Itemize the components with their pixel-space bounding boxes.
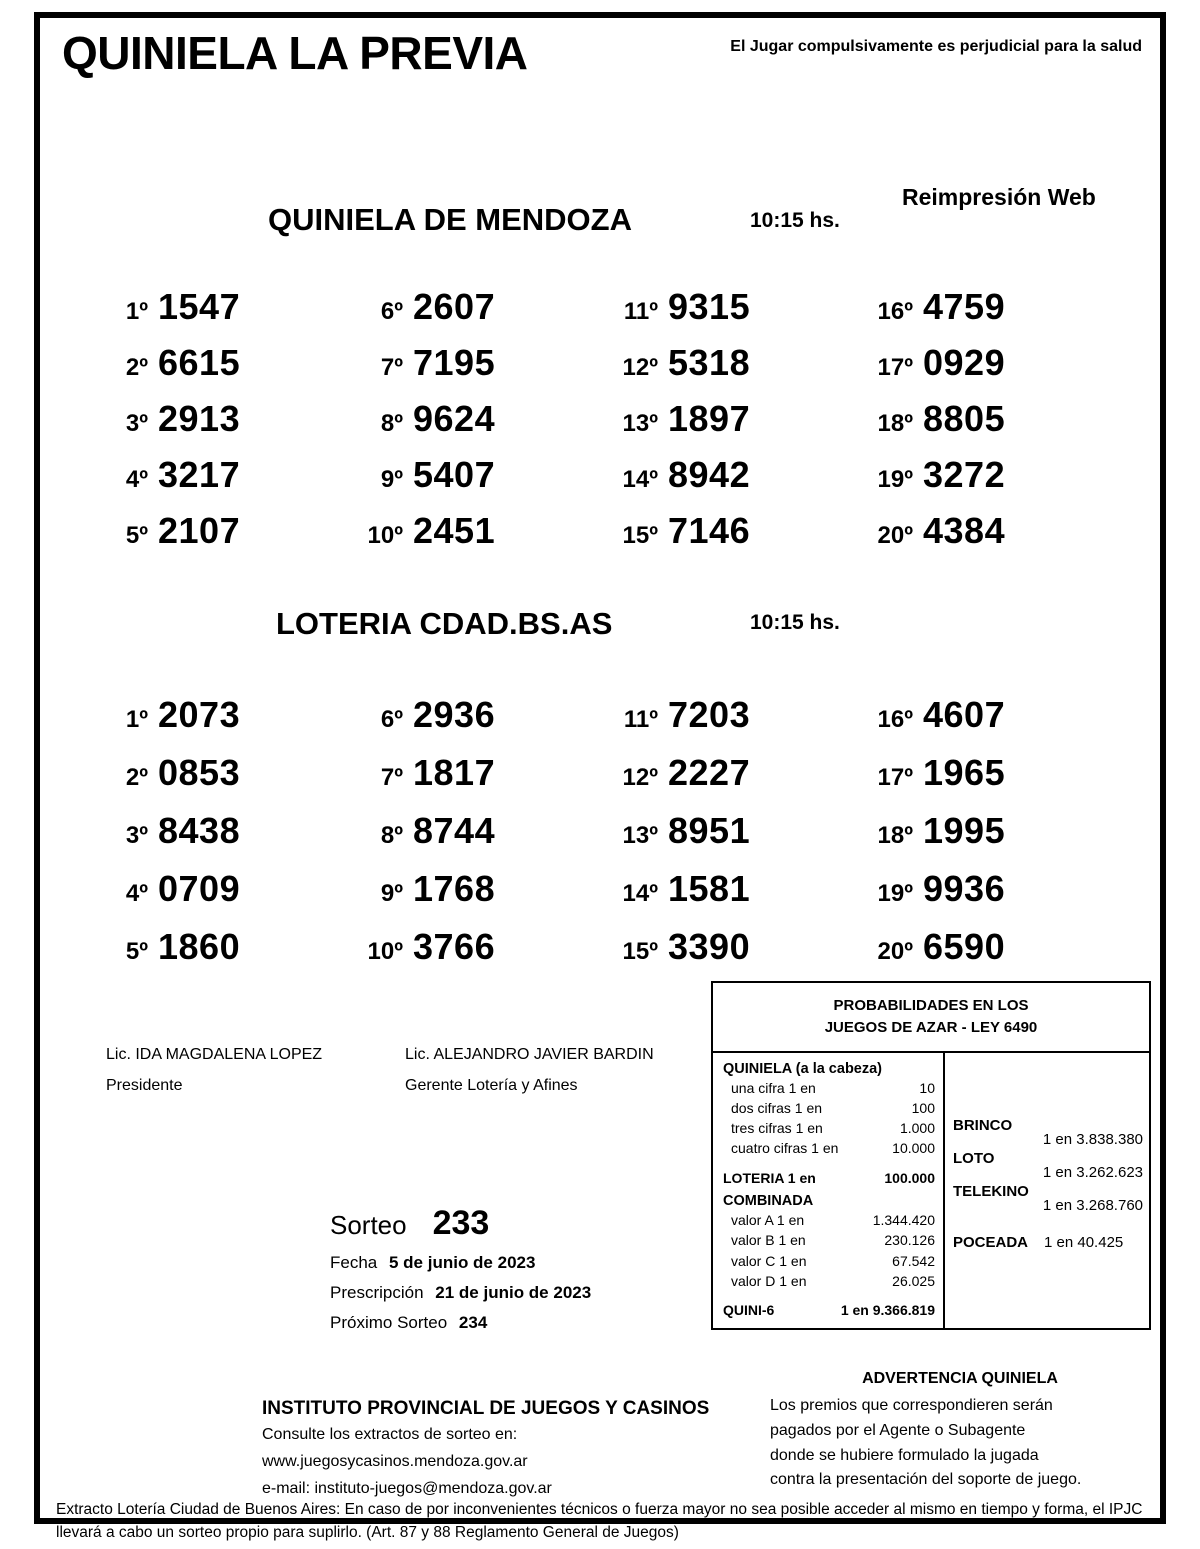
result-cell — [102, 868, 357, 926]
result-number: 5407 — [413, 454, 496, 495]
result-number: 0709 — [158, 868, 241, 909]
result-cell — [867, 752, 1122, 810]
signature-president-name: Lic. IDA MAGDALENA LOPEZ — [106, 1046, 323, 1063]
signature-president-role: Presidente — [106, 1077, 183, 1094]
signature-manager-name: Lic. ALEJANDRO JAVIER BARDIN — [405, 1046, 654, 1063]
probability-label: valor B 1 en — [731, 1232, 806, 1249]
draw-title-cdadbsas: LOTERIA CDAD.BS.AS — [276, 606, 613, 641]
result-position: 15º — [622, 522, 658, 549]
probabilities-title-line1: PROBABILIDADES EN LOS — [833, 997, 1029, 1014]
result-cell — [612, 342, 867, 398]
result-number: 4384 — [923, 510, 1006, 551]
result-number: 8744 — [413, 810, 496, 851]
signature-president — [106, 1046, 322, 1095]
result-cell — [357, 752, 612, 810]
probability-row — [723, 1098, 935, 1118]
result-position: 5º — [125, 938, 148, 965]
result-cell — [867, 454, 1122, 510]
result-position: 3º — [125, 822, 148, 849]
result-cell — [357, 868, 612, 926]
combinada-header: COMBINADA — [723, 1192, 814, 1209]
result-number: 7195 — [413, 342, 496, 383]
result-position: 10º — [367, 938, 403, 965]
result-number: 9315 — [668, 286, 751, 327]
loteria-value: 100.000 — [884, 1169, 935, 1186]
result-number: 3390 — [668, 926, 751, 967]
result-number: 2073 — [158, 694, 241, 735]
result-cell — [102, 810, 357, 868]
result-position: 7º — [380, 764, 403, 791]
result-position: 13º — [622, 822, 658, 849]
probability-row — [723, 1138, 935, 1158]
result-position: 4º — [125, 466, 148, 493]
result-number: 3766 — [413, 926, 496, 967]
results-grid-cdadbsas — [40, 694, 1160, 984]
poceada-value: 1 en 40.425 — [1044, 1233, 1124, 1251]
result-position: 11º — [623, 706, 658, 733]
probability-value: 10 — [919, 1079, 935, 1096]
result-number: 1581 — [668, 868, 751, 909]
proximo-sorteo-row — [330, 1313, 591, 1333]
probability-label: tres cifras 1 en — [731, 1120, 823, 1137]
instituto-email[interactable]: e-mail: instituto-juegos@mendoza.gov.ar — [262, 1480, 552, 1497]
game-odds: 1 en 3.268.760 — [1042, 1196, 1143, 1214]
result-position: 1º — [125, 706, 148, 733]
result-number: 7203 — [668, 694, 751, 735]
spacer-2 — [723, 1291, 935, 1300]
prescripcion-row — [330, 1283, 591, 1303]
result-cell — [102, 286, 357, 342]
probabilities-right-column — [945, 1053, 1149, 1329]
result-cell — [612, 510, 867, 566]
extract-note: Extracto Lotería Ciudad de Buenos Aires: En caso de por inconvenientes técnicos o fuerza mayor no sea posible acceder al mismo en tiempo y forma, el IPJC llevará a cabo un sorteo propio para suplirlo. (Art. 87 y 88 Reglamento General de Juegos) — [56, 1501, 1143, 1542]
result-cell — [357, 454, 612, 510]
result-position: 16º — [877, 706, 913, 733]
result-cell — [357, 286, 612, 342]
instituto-title: INSTITUTO PROVINCIAL DE JUEGOS Y CASINOS — [262, 1398, 710, 1419]
result-position: 17º — [877, 764, 913, 791]
game-odds: 1 en 3.262.623 — [1042, 1163, 1143, 1181]
result-cell — [357, 510, 612, 566]
result-number: 1860 — [158, 926, 241, 967]
result-cell — [612, 926, 867, 984]
result-number: 8805 — [923, 398, 1006, 439]
gambling-warning: El Jugar compulsivamente es perjudicial para la salud — [730, 38, 1142, 55]
result-number: 8438 — [158, 810, 241, 851]
sorteo-label: Sorteo — [330, 1210, 407, 1240]
loteria-label: LOTERIA 1 en — [723, 1169, 816, 1186]
result-number: 6615 — [158, 342, 241, 383]
probabilities-title — [713, 983, 1149, 1053]
probabilities-table — [711, 981, 1151, 1330]
result-number: 3272 — [923, 454, 1006, 495]
probability-row — [723, 1251, 935, 1271]
probability-row — [723, 1118, 935, 1138]
result-position: 5º — [125, 522, 148, 549]
result-position: 17º — [877, 354, 913, 381]
sorteo-number: 233 — [432, 1204, 490, 1242]
fecha-label: Fecha — [330, 1253, 378, 1272]
result-position: 7º — [380, 354, 403, 381]
probabilities-body — [713, 1053, 1149, 1329]
result-number: 2227 — [668, 752, 751, 793]
probability-label: dos cifras 1 en — [731, 1099, 823, 1116]
result-number: 2913 — [158, 398, 241, 439]
result-position: 9º — [380, 466, 403, 493]
result-cell — [612, 694, 867, 752]
results-grid-mendoza — [40, 286, 1160, 566]
result-position: 13º — [622, 410, 658, 437]
result-position: 3º — [125, 410, 148, 437]
result-cell — [612, 454, 867, 510]
result-position: 8º — [380, 410, 403, 437]
result-number: 1995 — [923, 810, 1006, 851]
result-number: 1817 — [413, 752, 496, 793]
probability-row — [723, 1230, 935, 1250]
probability-value: 26.025 — [892, 1272, 935, 1289]
result-position: 18º — [877, 822, 913, 849]
result-position: 11º — [623, 298, 658, 325]
signature-manager — [405, 1046, 654, 1095]
result-cell — [102, 926, 357, 984]
probability-label: valor A 1 en — [731, 1211, 805, 1228]
probability-row — [723, 1210, 935, 1230]
result-position: 8º — [380, 822, 403, 849]
probability-label: valor C 1 en — [731, 1252, 807, 1269]
advertencia-line: pagados por el Agente o Subagente — [770, 1421, 1026, 1439]
result-number: 0929 — [923, 342, 1006, 383]
sorteo-number-row — [330, 1204, 591, 1243]
probability-value: 100 — [911, 1099, 935, 1116]
result-position: 14º — [622, 880, 658, 907]
result-number: 7146 — [668, 510, 751, 551]
result-position: 19º — [877, 466, 913, 493]
result-number: 9624 — [413, 398, 496, 439]
quini6-value: 1 en 9.366.819 — [840, 1302, 935, 1319]
result-cell — [102, 694, 357, 752]
probability-label: una cifra 1 en — [731, 1079, 816, 1096]
probability-row — [723, 1078, 935, 1098]
result-position: 6º — [380, 298, 403, 325]
result-number: 2107 — [158, 510, 241, 551]
instituto-consulte: Consulte los extractos de sorteo en: — [262, 1426, 518, 1443]
result-cell — [357, 926, 612, 984]
draw-title-mendoza: QUINIELA DE MENDOZA — [268, 202, 632, 237]
game-probability — [953, 1150, 1143, 1181]
advertencia-line: Los premios que correspondieren serán — [770, 1397, 1053, 1414]
spacer — [723, 1159, 935, 1168]
result-cell — [357, 810, 612, 868]
prescripcion-value: 21 de junio de 2023 — [435, 1283, 592, 1302]
result-position: 16º — [877, 298, 913, 325]
result-cell — [867, 694, 1122, 752]
result-cell — [612, 752, 867, 810]
result-number: 0853 — [158, 752, 241, 793]
game-odds: 1 en 3.838.380 — [1042, 1130, 1143, 1148]
result-cell — [612, 398, 867, 454]
result-position: 1º — [125, 298, 148, 325]
result-cell — [357, 398, 612, 454]
result-cell — [102, 454, 357, 510]
quiniela-rows — [723, 1078, 935, 1159]
poceada-name: POCEADA — [953, 1233, 1029, 1251]
result-cell — [867, 926, 1122, 984]
result-number: 1965 — [923, 752, 1006, 793]
other-games-list — [953, 1117, 1143, 1214]
result-number: 3217 — [158, 454, 241, 495]
result-cell — [867, 868, 1122, 926]
result-cell — [612, 286, 867, 342]
result-cell — [357, 342, 612, 398]
result-cell — [867, 286, 1122, 342]
result-position: 20º — [877, 522, 913, 549]
result-position: 12º — [622, 354, 658, 381]
result-number: 4607 — [923, 694, 1006, 735]
game-probability — [953, 1183, 1143, 1214]
result-cell — [867, 342, 1122, 398]
result-number: 1897 — [668, 398, 751, 439]
result-number: 1547 — [158, 286, 241, 327]
result-cell — [612, 868, 867, 926]
probabilities-left-column — [713, 1053, 945, 1329]
page-title: QUINIELA LA PREVIA — [62, 27, 528, 79]
result-number: 2451 — [413, 510, 496, 551]
right-spacer — [953, 1061, 1143, 1117]
result-number: 8942 — [668, 454, 751, 495]
advertencia-line: donde se hubiere formulado la jugada — [770, 1446, 1039, 1464]
result-number: 8951 — [668, 810, 751, 851]
loteria-row — [723, 1168, 935, 1188]
fecha-row — [330, 1253, 591, 1273]
game-name: LOTO — [953, 1149, 995, 1167]
probability-label: valor D 1 en — [731, 1272, 807, 1289]
result-position: 19º — [877, 880, 913, 907]
result-number: 6590 — [923, 926, 1006, 967]
probability-value: 1.000 — [899, 1120, 935, 1137]
game-name: BRINCO — [953, 1116, 1013, 1134]
game-name: TELEKINO — [953, 1182, 1029, 1200]
result-number: 9936 — [923, 868, 1006, 909]
fecha-value: 5 de junio de 2023 — [388, 1253, 536, 1272]
result-cell — [867, 510, 1122, 566]
quini6-row — [723, 1300, 935, 1320]
result-cell — [867, 398, 1122, 454]
probabilities-title-line2: JUEGOS DE AZAR - LEY 6490 — [824, 1018, 1038, 1036]
extract-page — [34, 12, 1166, 1542]
probability-value: 10.000 — [892, 1140, 935, 1157]
game-probability — [953, 1117, 1143, 1148]
quini6-label: QUINI-6 — [723, 1302, 775, 1319]
probability-label: cuatro cifras 1 en — [731, 1140, 839, 1157]
result-position: 10º — [367, 522, 403, 549]
result-position: 2º — [125, 764, 148, 791]
combinada-rows — [723, 1210, 935, 1291]
result-position: 2º — [125, 354, 148, 381]
result-number: 4759 — [923, 286, 1006, 327]
advertencia-lines — [770, 1394, 1150, 1493]
result-position: 15º — [622, 938, 658, 965]
result-cell — [102, 342, 357, 398]
probability-value: 67.542 — [892, 1252, 935, 1269]
result-number: 5318 — [668, 342, 751, 383]
advertencia-block — [770, 1370, 1150, 1493]
probability-value: 230.126 — [884, 1232, 935, 1249]
result-position: 4º — [125, 880, 148, 907]
probability-value: 1.344.420 — [872, 1211, 935, 1228]
result-position: 12º — [622, 764, 658, 791]
result-position: 20º — [877, 938, 913, 965]
result-position: 18º — [877, 410, 913, 437]
poceada-row — [953, 1234, 1143, 1251]
result-number: 1768 — [413, 868, 496, 909]
signature-manager-role: Gerente Lotería y Afines — [405, 1077, 578, 1094]
advertencia-line: contra la presentación del soporte de juego. — [770, 1471, 1082, 1489]
prescripcion-label: Prescripción — [330, 1283, 424, 1302]
result-cell — [612, 810, 867, 868]
sorteo-info — [330, 1204, 591, 1333]
advertencia-title: ADVERTENCIA QUINIELA — [862, 1370, 1058, 1387]
quiniela-header: QUINIELA (a la cabeza) — [723, 1060, 883, 1077]
result-position: 14º — [622, 466, 658, 493]
result-cell — [102, 398, 357, 454]
result-number: 2607 — [413, 286, 496, 327]
proximo-sorteo-label: Próximo Sorteo — [330, 1313, 448, 1332]
result-position: 6º — [380, 706, 403, 733]
result-cell — [102, 510, 357, 566]
result-cell — [357, 694, 612, 752]
result-number: 2936 — [413, 694, 496, 735]
result-cell — [102, 752, 357, 810]
result-cell — [867, 810, 1122, 868]
instituto-block — [262, 1398, 709, 1501]
draw-time-mendoza: 10:15 hs. — [750, 209, 840, 232]
probability-row — [723, 1271, 935, 1291]
result-position: 9º — [380, 880, 403, 907]
instituto-website[interactable]: www.juegosycasinos.mendoza.gov.ar — [262, 1453, 528, 1470]
reimpresion-label: Reimpresión Web — [902, 184, 1096, 210]
proximo-sorteo-value: 234 — [458, 1313, 488, 1332]
draw-time-cdadbsas: 10:15 hs. — [750, 611, 840, 634]
